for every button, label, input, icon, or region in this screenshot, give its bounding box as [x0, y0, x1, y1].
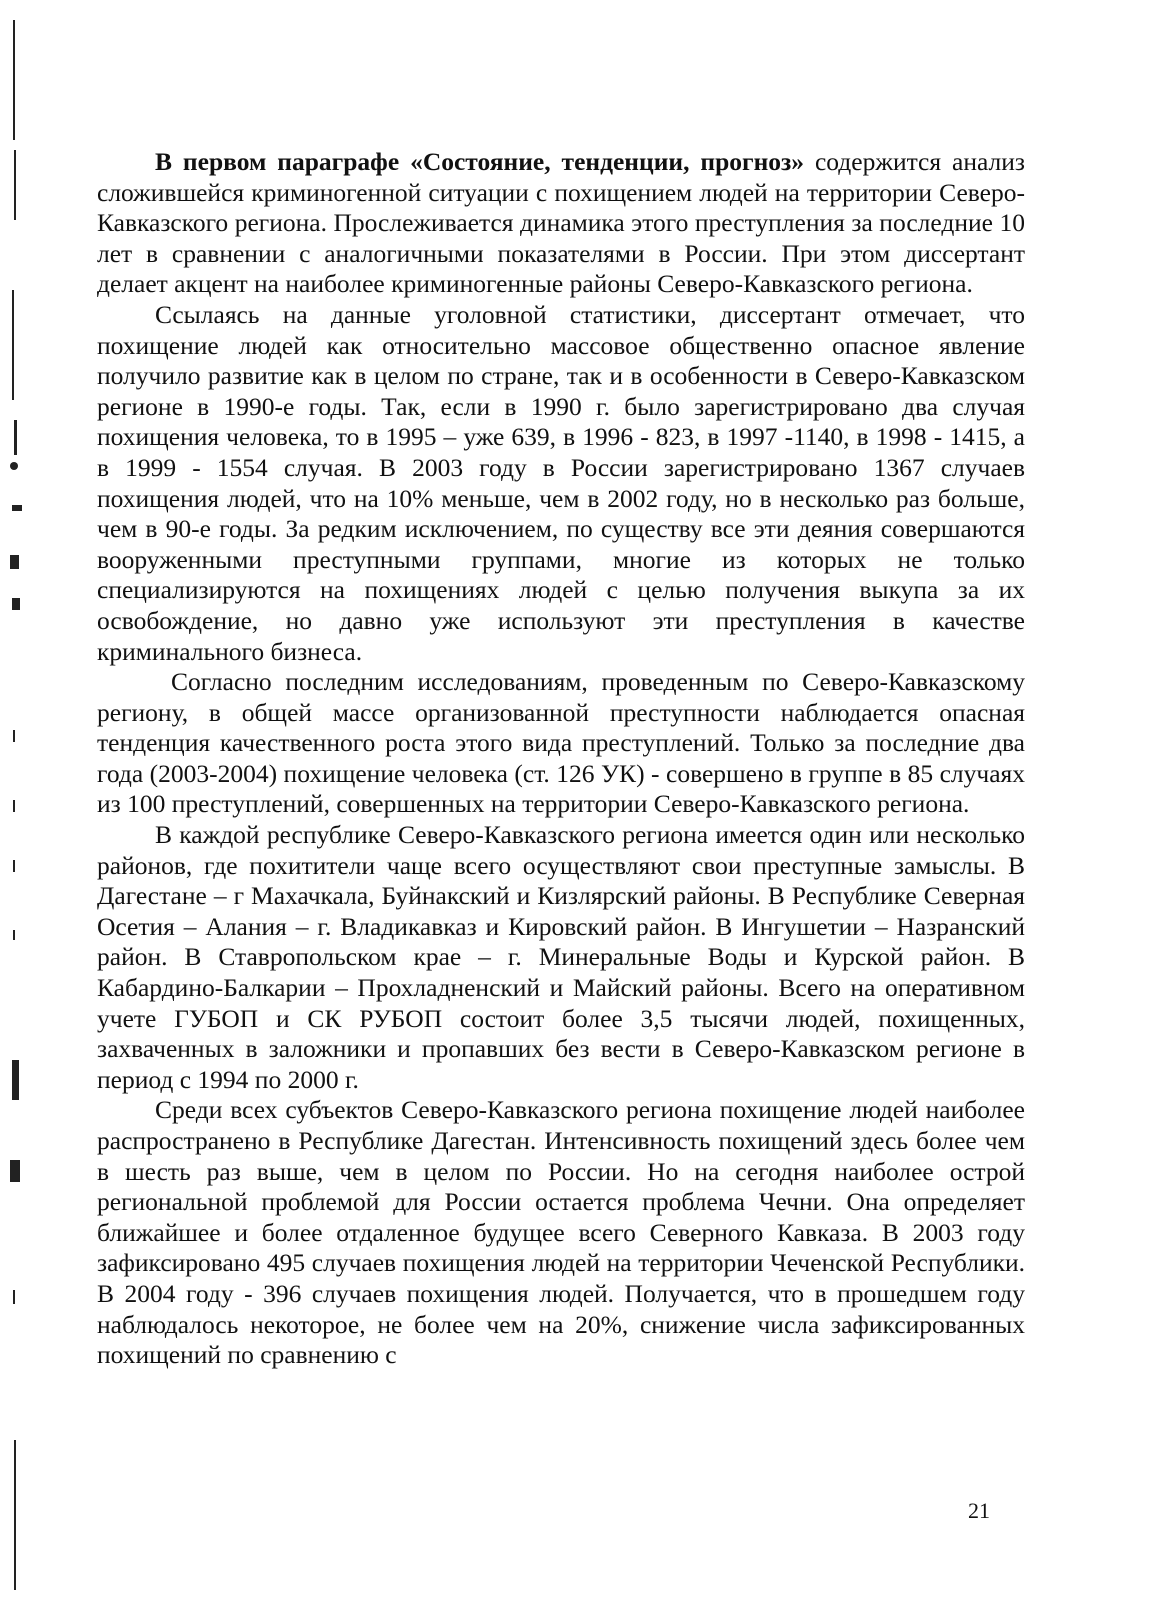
paragraph-1-text: содержится анализ сложившейся криминогенной ситуации с похищением людей на территории Северо-Кавказского региона. Прослеживается динамика этого преступления за последние 10 лет в сравнении с аналогичными показателями в России. При этом диссертант делает акцент на наиболее криминогенные районы Северо-Кавказского региона. — [97, 147, 1025, 299]
scan-margin-artifacts — [0, 0, 60, 1600]
paragraph-4: В каждой республике Северо-Кавказского региона имеется один или несколько районов, где похитители чаще всего осуществляют свои преступные замыслы. В Дагестане – г Махачкала, Буйнакский и Кизлярский районы. В Республике Северная Осетия – Алания – г. Владикавказ и Кировский район. В Ингушетии – Назранский район. В Ставропольском крае – г. Минеральные Воды и Курской район. В Кабардино-Балкарии – Прохладненский и Майский районы. Всего на оперативном учете ГУБОП и СК РУБОП состоит более 3,5 тысячи людей, похищенных, захваченных в заложники и пропавших без вести в Северо-Кавказском регионе в период с 1994 по 2000 г. — [97, 820, 1025, 1094]
paragraph-3: Согласно последним исследованиям, проведенным по Северо-Кавказскому региону, в общей массе организованной преступности наблюдается опасная тенденция качественного роста этого вида преступлений. Только за последние два года (2003-2004) похищение человека (ст. 126 УК) - совершено в группе в 85 случаях из 100 преступлений, совершенных на территории Северо-Кавказского региона. — [97, 667, 1025, 819]
paragraph-1 — [97, 147, 1025, 300]
document-body — [97, 147, 1025, 1371]
paragraph-1-lead: В первом параграфе «Состояние, тенденции, прогноз» — [155, 147, 805, 176]
page-number: 21 — [968, 1498, 990, 1523]
paragraph-2: Ссылаясь на данные уголовной статистики, диссертант отмечает, что похищение людей как относительно массовое общественно опасное явление получило развитие как в целом по стране, так и в особенности в Северо-Кавказском регионе в 1990-е годы. Так, если в 1990 г. было зарегистрировано два случая похищения человека, то в 1995 – уже 639, в 1996 - 823, в 1997 -1140, в 1998 - 1415, а в 1999 - 1554 случая. В 2003 году в России зарегистрировано 1367 случаев похищения людей, что на 10% меньше, чем в 2002 году, но в несколько раз больше, чем в 90-е годы. За редким исключением, по существу все эти деяния совершаются вооруженными преступными группами, многие из которых не только специализируются на похищениях людей с целью получения выкупа за их освобождение, но давно уже используют эти преступления в качестве криминального бизнеса. — [97, 299, 1025, 666]
paragraph-5: Среди всех субъектов Северо-Кавказского региона похищение людей наиболее распространено в Республике Дагестан. Интенсивность похищений здесь более чем в шесть раз выше, чем в целом по России. Но на сегодня наиболее острой региональной проблемой для России остается проблема Чечни. Она определяет ближайшее и более отдаленное будущее всего Северного Кавказа. В 2003 году зафиксировано 495 случаев похищения людей на территории Чеченской Республики. В 2004 году - 396 случаев похищения людей. Получается, что в прошедшем году наблюдалось некоторое, не более чем на 20%, снижение числа зафиксированных похищений по сравнению с — [97, 1095, 1025, 1370]
